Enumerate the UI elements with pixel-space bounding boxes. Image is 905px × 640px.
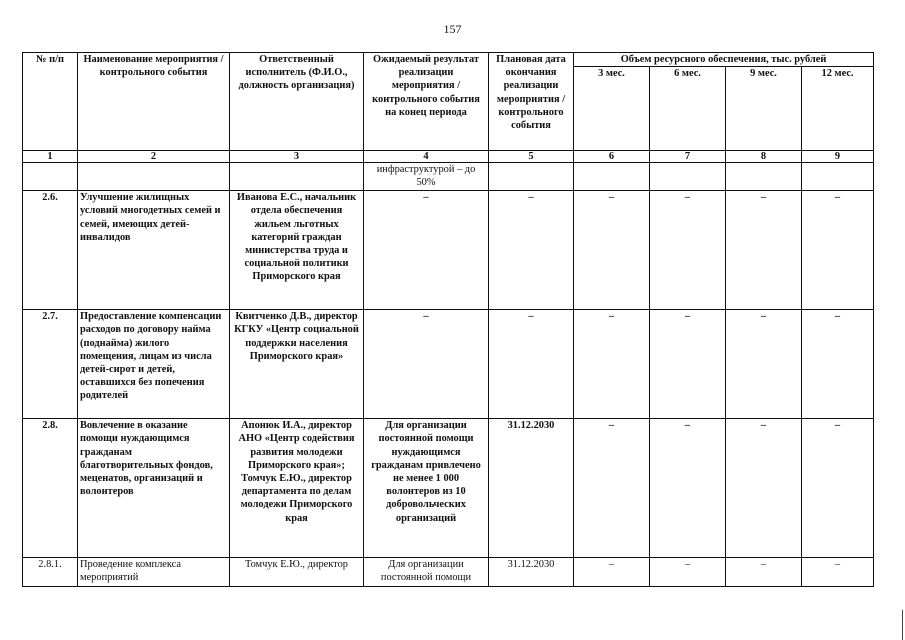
cell-num: 2.7.: [23, 310, 78, 419]
header-name: Наименование мероприятия / контрольного события: [78, 53, 230, 151]
column-number: 8: [726, 151, 802, 163]
cell-result: инфраструктурой – до 50%: [364, 163, 489, 191]
cell-9-months: –: [726, 310, 802, 419]
table-row: [23, 310, 874, 419]
cell-date: 31.12.2030: [489, 558, 574, 587]
header-6-months: 6 мес.: [650, 67, 726, 151]
header-result: Ожидаемый результат реализации мероприятия / контрольного события на конец периода: [364, 53, 489, 151]
cell-3-months: –: [574, 558, 650, 587]
table-row: [23, 191, 874, 310]
cell-9-months: [726, 163, 802, 191]
cell-9-months: –: [726, 419, 802, 558]
table-row: [23, 558, 874, 587]
column-number-row: [23, 151, 874, 163]
cell-responsible: [230, 163, 364, 191]
cell-date: –: [489, 310, 574, 419]
cell-responsible: Апонюк И.А., директор АНО «Центр содействия развития молодежи Приморского края»; Томчук Е.Ю., директор департамента по делам молодежи Приморского края: [230, 419, 364, 558]
column-number: 3: [230, 151, 364, 163]
cell-12-months: –: [802, 419, 874, 558]
cell-name: [78, 163, 230, 191]
cell-9-months: –: [726, 191, 802, 310]
cell-3-months: [574, 163, 650, 191]
header-responsible: Ответственный исполнитель (Ф.И.О., должность организация): [230, 53, 364, 151]
cell-result: –: [364, 310, 489, 419]
cell-num: 2.6.: [23, 191, 78, 310]
cell-3-months: –: [574, 191, 650, 310]
cell-12-months: –: [802, 310, 874, 419]
column-number: 6: [574, 151, 650, 163]
cell-num: 2.8.: [23, 419, 78, 558]
column-number: 9: [802, 151, 874, 163]
cell-name: Улучшение жилищных условий многодетных семей и семей, имеющих детей-инвалидов: [78, 191, 230, 310]
column-number: 2: [78, 151, 230, 163]
cell-name: Предоставление компенсации расходов по договору найма (поднайма) жилого помещения, лицам из числа детей-сирот и детей, оставшихся без попечения родителей: [78, 310, 230, 419]
header-3-months: 3 мес.: [574, 67, 650, 151]
cell-12-months: –: [802, 191, 874, 310]
cell-name: Проведение комплекса мероприятий: [78, 558, 230, 587]
header-date: Плановая дата окончания реализации мероприятия / контрольного события: [489, 53, 574, 151]
measures-table: [22, 52, 874, 587]
cell-num: [23, 163, 78, 191]
scan-edge-mark: [902, 610, 903, 640]
cell-3-months: –: [574, 419, 650, 558]
cell-responsible: Иванова Е.С., начальник отдела обеспечения жильем льготных категорий граждан министерства труда и социальной политики Приморского края: [230, 191, 364, 310]
header-9-months: 9 мес.: [726, 67, 802, 151]
header-12-months: 12 мес.: [802, 67, 874, 151]
table-row: [23, 163, 874, 191]
cell-date: –: [489, 191, 574, 310]
cell-date: 31.12.2030: [489, 419, 574, 558]
page-number: 157: [443, 22, 462, 36]
cell-3-months: –: [574, 310, 650, 419]
column-number: 5: [489, 151, 574, 163]
cell-result: –: [364, 191, 489, 310]
column-number: 1: [23, 151, 78, 163]
cell-6-months: –: [650, 310, 726, 419]
cell-responsible: Томчук Е.Ю., директор: [230, 558, 364, 587]
header-resource: Объем ресурсного обеспечения, тыс. рублей: [574, 53, 874, 67]
cell-responsible: Квитченко Д.В., директор КГКУ «Центр социальной поддержки населения Приморского края»: [230, 310, 364, 419]
column-number: 4: [364, 151, 489, 163]
table-row: [23, 419, 874, 558]
cell-6-months: [650, 163, 726, 191]
column-number: 7: [650, 151, 726, 163]
cell-num: 2.8.1.: [23, 558, 78, 587]
cell-12-months: [802, 163, 874, 191]
cell-9-months: –: [726, 558, 802, 587]
cell-name: Вовлечение в оказание помощи нуждающимся гражданам благотворительных фондов, меценатов, организаций и волонтеров: [78, 419, 230, 558]
header-num: № п/п: [23, 53, 78, 151]
cell-12-months: –: [802, 558, 874, 587]
cell-6-months: –: [650, 558, 726, 587]
cell-result: Для организации постоянной помощи нуждающимся гражданам привлечено не менее 1 000 волонтеров из 10 добровольческих организаций: [364, 419, 489, 558]
cell-6-months: –: [650, 419, 726, 558]
cell-result: Для организации постоянной помощи: [364, 558, 489, 587]
cell-date: [489, 163, 574, 191]
cell-6-months: –: [650, 191, 726, 310]
header-row: [23, 53, 874, 67]
